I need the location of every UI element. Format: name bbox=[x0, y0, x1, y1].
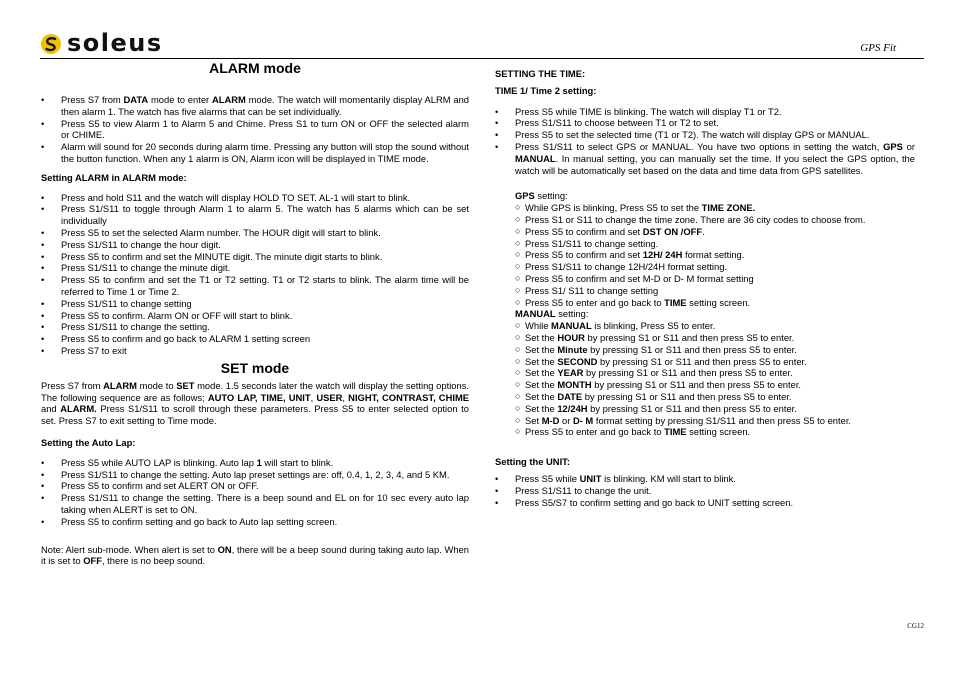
text-segment: setting screen. bbox=[686, 426, 751, 438]
bullet-icon: • bbox=[41, 226, 45, 238]
logo-wordmark: soleus bbox=[67, 29, 163, 58]
bullet-icon: • bbox=[41, 94, 45, 105]
list-item bbox=[41, 516, 469, 528]
text-segment: Press S5 to enter and go back to bbox=[525, 426, 665, 438]
text-segment: Set bbox=[525, 414, 542, 426]
list-item bbox=[41, 321, 469, 333]
text-segment: Set the bbox=[525, 343, 558, 355]
text-segment: , bbox=[310, 391, 317, 403]
text-segment: ON bbox=[217, 543, 232, 555]
bullet-icon: • bbox=[495, 129, 499, 141]
list-item bbox=[515, 202, 915, 214]
list-item bbox=[41, 227, 469, 239]
list-item bbox=[41, 333, 469, 345]
text-segment: MANUAL bbox=[515, 152, 556, 164]
bullet-icon: • bbox=[41, 492, 45, 504]
text-segment: OFF bbox=[83, 555, 102, 567]
bullet-icon: • bbox=[495, 140, 499, 152]
text-segment: Press S1/S11 to change the minute digit. bbox=[61, 262, 231, 274]
text-segment: or bbox=[902, 140, 915, 152]
circle-bullet-icon: ○ bbox=[515, 296, 521, 307]
text-segment: Press S7 from bbox=[41, 379, 104, 391]
soleus-logo-icon bbox=[40, 33, 62, 55]
bullet-icon: • bbox=[41, 250, 45, 262]
list-item bbox=[495, 106, 915, 118]
text-segment: mode to bbox=[136, 379, 177, 391]
list-item bbox=[41, 94, 469, 118]
list-item bbox=[515, 285, 915, 297]
circle-bullet-icon: ○ bbox=[515, 402, 521, 413]
text-segment: , there is no beep sound. bbox=[101, 555, 206, 567]
gps-setting-label: GPS setting: bbox=[515, 190, 568, 202]
text-segment: is blinking, Press S5 to enter. bbox=[591, 320, 716, 332]
text-segment: ALARM bbox=[103, 379, 137, 391]
bullet-icon: • bbox=[41, 468, 45, 480]
right-column bbox=[495, 68, 915, 508]
text-segment: mode. The watch will momentarily display ALRM and then alarm 1. The watch has five alarms that can be set individually. bbox=[61, 94, 470, 117]
text-segment: MANUAL bbox=[551, 320, 592, 332]
text-segment: will start to blink. bbox=[261, 456, 334, 468]
text-segment: Press S5 to set the selected time (T1 or T2). The watch will display GPS or MANUAL. bbox=[515, 129, 870, 141]
bullet-icon: • bbox=[41, 309, 45, 321]
text-segment: setting screen. bbox=[686, 296, 751, 308]
text-segment: by pressing S1 or S11 and then press S5 to enter. bbox=[587, 343, 797, 355]
text-segment: Press S1/S11 to toggle through Alarm 1 to alarm 5. The watch has 5 alarms which can be set individually bbox=[61, 203, 469, 227]
text-segment: Press S1/S11 to select GPS or MANUAL. You have two options in setting the watch, bbox=[515, 140, 884, 152]
list-item bbox=[41, 141, 469, 165]
text-segment: by pressing S1 or S11 and then press S5 to enter. bbox=[587, 402, 797, 414]
text-segment: Press S5/S7 to confirm setting and go back to UNIT setting screen. bbox=[515, 496, 794, 508]
text-segment: Press S5 to confirm setting and go back to Auto lap setting screen. bbox=[61, 515, 338, 527]
manual-setting-list bbox=[515, 320, 915, 438]
text-segment: TIME bbox=[664, 426, 687, 438]
text-segment: is blinking. KM will start to blink. bbox=[601, 472, 736, 484]
list-item bbox=[41, 480, 469, 492]
list-item bbox=[515, 320, 915, 332]
list-item bbox=[41, 118, 469, 142]
text-segment: ALARM bbox=[211, 94, 246, 105]
left-column bbox=[41, 60, 469, 567]
header-rule bbox=[40, 58, 924, 59]
list-item bbox=[41, 310, 469, 322]
text-segment: Press S1/S11 to choose between T1 or T2 to set. bbox=[515, 117, 719, 129]
text-segment: DATE bbox=[557, 390, 583, 402]
bullet-icon: • bbox=[495, 496, 499, 508]
list-item bbox=[515, 249, 915, 261]
list-item bbox=[41, 203, 469, 227]
text-segment: M-D bbox=[541, 414, 560, 426]
unit-bullet-list bbox=[495, 473, 915, 508]
list-item bbox=[495, 141, 915, 176]
text-segment: Press S5 to confirm. Alarm ON or OFF will start to blink. bbox=[61, 309, 293, 321]
text-segment: Press S1 or S11 to change the time zone. There are 36 city codes to choose from. bbox=[525, 213, 866, 225]
list-item bbox=[515, 273, 915, 285]
circle-bullet-icon: ○ bbox=[515, 225, 521, 236]
soleus-logo bbox=[40, 30, 163, 58]
list-item bbox=[41, 345, 469, 357]
autolap-bullet-list bbox=[41, 457, 469, 528]
text-segment: Set the bbox=[525, 367, 558, 379]
bullet-icon: • bbox=[41, 456, 45, 468]
text-segment: mode. 1.5 seconds later the watch will display the setting options. The following sequence are as follows; bbox=[41, 379, 470, 403]
gps-setting-list bbox=[515, 202, 915, 308]
text-segment: YEAR bbox=[557, 367, 584, 379]
text-segment: Press and hold S11 and the watch will display HOLD TO SET. AL-1 will start to blink. bbox=[61, 191, 411, 203]
bullet-icon: • bbox=[41, 344, 45, 356]
doc-title: GPS Fit bbox=[860, 42, 896, 54]
circle-bullet-icon: ○ bbox=[515, 272, 521, 283]
text-segment: Press S5 to enter and go back to bbox=[525, 296, 665, 308]
text-segment: Press S1/S11 to change the unit. bbox=[515, 484, 652, 496]
text-segment: Press S5 to confirm and set ALERT ON or OFF. bbox=[61, 480, 259, 492]
footer-code: CG12 bbox=[907, 622, 924, 630]
circle-bullet-icon: ○ bbox=[515, 213, 521, 224]
text-segment: Press S1/S11 to change 12H/24H format setting. bbox=[525, 261, 728, 273]
circle-bullet-icon: ○ bbox=[515, 414, 521, 425]
list-item bbox=[41, 457, 469, 469]
circle-bullet-icon: ○ bbox=[515, 249, 521, 260]
list-item bbox=[495, 497, 915, 509]
circle-bullet-icon: ○ bbox=[515, 367, 521, 378]
text-segment: , there will be a beep sound during taking auto lap. When it is set to bbox=[41, 543, 469, 567]
bullet-icon: • bbox=[495, 472, 499, 484]
text-segment: SET bbox=[176, 379, 195, 391]
bullet-icon: • bbox=[41, 238, 45, 250]
list-item bbox=[515, 214, 915, 226]
text-segment: UNIT bbox=[579, 472, 602, 484]
autolap-title: Setting the Auto Lap: bbox=[41, 436, 136, 448]
list-item bbox=[515, 403, 915, 415]
bullet-icon: • bbox=[495, 484, 499, 496]
bullet-icon: • bbox=[41, 141, 45, 153]
text-segment: Press S5 to confirm and set the T1 or T2 setting. T1 or T2 starts to blink. The alarm time will be referred to Time 1 or Time 2. bbox=[61, 274, 469, 297]
list-item bbox=[41, 251, 469, 263]
circle-bullet-icon: ○ bbox=[515, 261, 521, 272]
text-segment: Press S5 to view Alarm 1 to Alarm 5 and Chime. Press S1 to turn ON or OFF the selected alarm or CHIME. bbox=[61, 117, 469, 141]
circle-bullet-icon: ○ bbox=[515, 390, 521, 401]
bullet-icon: • bbox=[41, 274, 45, 286]
text-segment: . bbox=[702, 225, 705, 237]
setting-alarm-title: Setting ALARM in ALARM mode: bbox=[41, 171, 187, 183]
text-segment: Press S1/S11 to change the hour digit. bbox=[61, 238, 221, 250]
list-item bbox=[515, 332, 915, 344]
list-item bbox=[41, 239, 469, 251]
text-segment: Press S5 to confirm and set the MINUTE digit. The minute digit starts to blink. bbox=[61, 250, 383, 262]
manual-setting-label: MANUAL setting: bbox=[515, 308, 589, 320]
list-item bbox=[41, 274, 469, 298]
text-segment: While bbox=[525, 320, 552, 332]
set-mode-title: SET mode bbox=[220, 359, 290, 376]
list-item bbox=[515, 344, 915, 356]
text-segment: Press S1/S11 to change the setting. There is a beep sound and EL on for 10 sec every auto lap taking when ALERT is set to ON. bbox=[61, 492, 469, 515]
text-segment: . In manual setting, you can manually set the time. If you select the GPS option, the watch will be automatically set based on the data and time data from GPS satellites. bbox=[515, 152, 915, 176]
text-segment: Set the bbox=[525, 331, 558, 343]
list-item bbox=[41, 469, 469, 481]
bullet-icon: • bbox=[41, 321, 45, 333]
text-segment: MONTH bbox=[557, 379, 592, 391]
alarm-mode-title: ALARM mode bbox=[209, 60, 301, 76]
text-segment: Alarm will sound for 20 seconds during alarm time. Pressing any button will stop the sound without the button function. When any 1 alarm is ON, Alarm icon will be displayed in TIME mode. bbox=[61, 141, 469, 164]
text-segment: by pressing S1 or S11 and then press S5 to enter. bbox=[597, 355, 807, 367]
circle-bullet-icon: ○ bbox=[515, 237, 521, 248]
bullet-icon: • bbox=[41, 333, 45, 345]
circle-bullet-icon: ○ bbox=[515, 379, 521, 390]
circle-bullet-icon: ○ bbox=[515, 343, 521, 354]
text-segment: Minute bbox=[557, 343, 588, 355]
text-segment: by pressing S1 or S11 and then press S5 to enter. bbox=[582, 390, 792, 402]
list-item bbox=[515, 379, 915, 391]
text-segment: 12H/ 24H bbox=[642, 249, 683, 261]
list-item bbox=[515, 426, 915, 438]
list-item bbox=[515, 226, 915, 238]
text-segment: Press S5 while bbox=[515, 472, 580, 484]
text-segment: Press S1/S11 to change the setting. Auto lap preset settings are: off, 0.4, 1, 2, 3, 4, and 5 KM. bbox=[61, 468, 450, 480]
text-segment: , bbox=[342, 391, 349, 403]
circle-bullet-icon: ○ bbox=[515, 320, 521, 331]
text-segment: Press S7 from bbox=[61, 94, 124, 105]
text-segment: AUTO LAP, TIME, UNIT bbox=[207, 391, 311, 403]
text-segment: 12/24H bbox=[557, 402, 588, 414]
text-segment: USER bbox=[316, 391, 343, 403]
text-segment: 1 bbox=[256, 456, 262, 468]
list-item bbox=[495, 129, 915, 141]
time-bullet-list bbox=[495, 106, 915, 177]
text-segment: While GPS is blinking, Press S5 to set the bbox=[525, 202, 702, 214]
text-segment: Press S5 while TIME is blinking. The watch will display T1 or T2. bbox=[515, 105, 782, 117]
text-segment: Set the bbox=[525, 402, 558, 414]
list-item bbox=[495, 473, 915, 485]
bullet-icon: • bbox=[41, 262, 45, 274]
bullet-icon: • bbox=[495, 117, 499, 129]
list-item bbox=[41, 492, 469, 516]
unit-title: Setting the UNIT: bbox=[495, 456, 570, 468]
text-segment: ALARM. bbox=[60, 403, 97, 415]
circle-bullet-icon: ○ bbox=[515, 202, 521, 213]
list-item bbox=[515, 238, 915, 250]
list-item bbox=[515, 356, 915, 368]
text-segment: Set the bbox=[525, 379, 558, 391]
text-segment: by pressing S1 or S11 and then press S5 to enter. bbox=[591, 379, 802, 391]
text-segment: TIME bbox=[664, 296, 687, 308]
circle-bullet-icon: ○ bbox=[515, 355, 521, 366]
text-segment: Press S5 to confirm and set bbox=[525, 225, 643, 237]
text-segment: by pressing S1 or S11 and then press S5 to enter. bbox=[584, 331, 795, 343]
list-item bbox=[495, 485, 915, 497]
text-segment: Press S7 to exit bbox=[61, 344, 127, 356]
list-item bbox=[41, 298, 469, 310]
text-segment: format setting by pressing S1/S11 and then press S5 to enter. bbox=[593, 414, 852, 426]
text-segment: D- M bbox=[572, 414, 594, 426]
time12-title: TIME 1/ Time 2 setting: bbox=[495, 84, 597, 96]
bullet-icon: • bbox=[41, 117, 45, 129]
list-item bbox=[515, 261, 915, 273]
circle-bullet-icon: ○ bbox=[515, 284, 521, 295]
text-segment: GPS bbox=[883, 140, 903, 152]
bullet-icon: • bbox=[495, 105, 499, 117]
bullet-icon: • bbox=[41, 191, 45, 203]
list-item bbox=[515, 367, 915, 379]
bullet-icon: • bbox=[41, 480, 45, 492]
text-segment: by pressing S1 or S11 and then press S5 to enter. bbox=[583, 367, 793, 379]
text-segment: or bbox=[559, 414, 573, 426]
list-item bbox=[515, 391, 915, 403]
text-segment: Note: Alert sub-mode. When alert is set to bbox=[41, 543, 218, 555]
text-segment: and bbox=[41, 403, 61, 415]
text-segment: mode to enter bbox=[148, 94, 212, 105]
text-segment: Set the bbox=[525, 355, 558, 367]
text-segment: SECOND bbox=[557, 355, 598, 367]
setting-alarm-bullet-list bbox=[41, 192, 469, 357]
setting-time-title: SETTING THE TIME: bbox=[495, 68, 586, 79]
text-segment: TIME ZONE. bbox=[701, 202, 756, 214]
text-segment: Press S1/S11 to change the setting. bbox=[61, 321, 210, 333]
list-item bbox=[41, 192, 469, 204]
text-segment: NIGHT, CONTRAST, CHIME bbox=[348, 391, 470, 403]
text-segment: format setting. bbox=[682, 249, 745, 261]
circle-bullet-icon: ○ bbox=[515, 331, 521, 342]
text-segment: Press S5 to confirm and set M-D or D- M format setting bbox=[525, 272, 754, 284]
text-segment: DST ON /OFF bbox=[642, 225, 703, 237]
alarm-bullet-list bbox=[41, 94, 469, 165]
text-segment: Set the bbox=[525, 390, 558, 402]
text-segment: Press S5 to set the selected Alarm number. The HOUR digit will start to blink. bbox=[61, 226, 381, 238]
text-segment: Press S5 while AUTO LAP is blinking. Auto lap bbox=[61, 456, 257, 468]
list-item bbox=[495, 117, 915, 129]
list-item bbox=[515, 297, 915, 309]
text-segment: DATA bbox=[123, 94, 149, 105]
text-segment: Press S1/S11 to change setting. bbox=[525, 237, 659, 249]
text-segment: Press S1/S11 to change setting bbox=[61, 297, 192, 309]
set-mode-paragraph bbox=[41, 380, 469, 427]
bullet-icon: • bbox=[41, 297, 45, 309]
alert-note bbox=[41, 544, 469, 568]
text-segment: Press S5 to confirm and set bbox=[525, 249, 643, 261]
bullet-icon: • bbox=[41, 515, 45, 527]
circle-bullet-icon: ○ bbox=[515, 426, 521, 437]
list-item bbox=[41, 262, 469, 274]
text-segment: Press S5 to confirm and go back to ALARM 1 setting screen bbox=[61, 333, 311, 345]
text-segment: HOUR bbox=[557, 331, 585, 343]
text-segment: Press S1/S11 to scroll through these parameters. Press S5 to enter selected option to set. Press S7 to exit setting to Time mode. bbox=[41, 403, 469, 427]
text-segment: Press S1/ S11 to change setting bbox=[525, 284, 659, 296]
list-item bbox=[515, 415, 915, 427]
bullet-icon: • bbox=[41, 203, 45, 215]
